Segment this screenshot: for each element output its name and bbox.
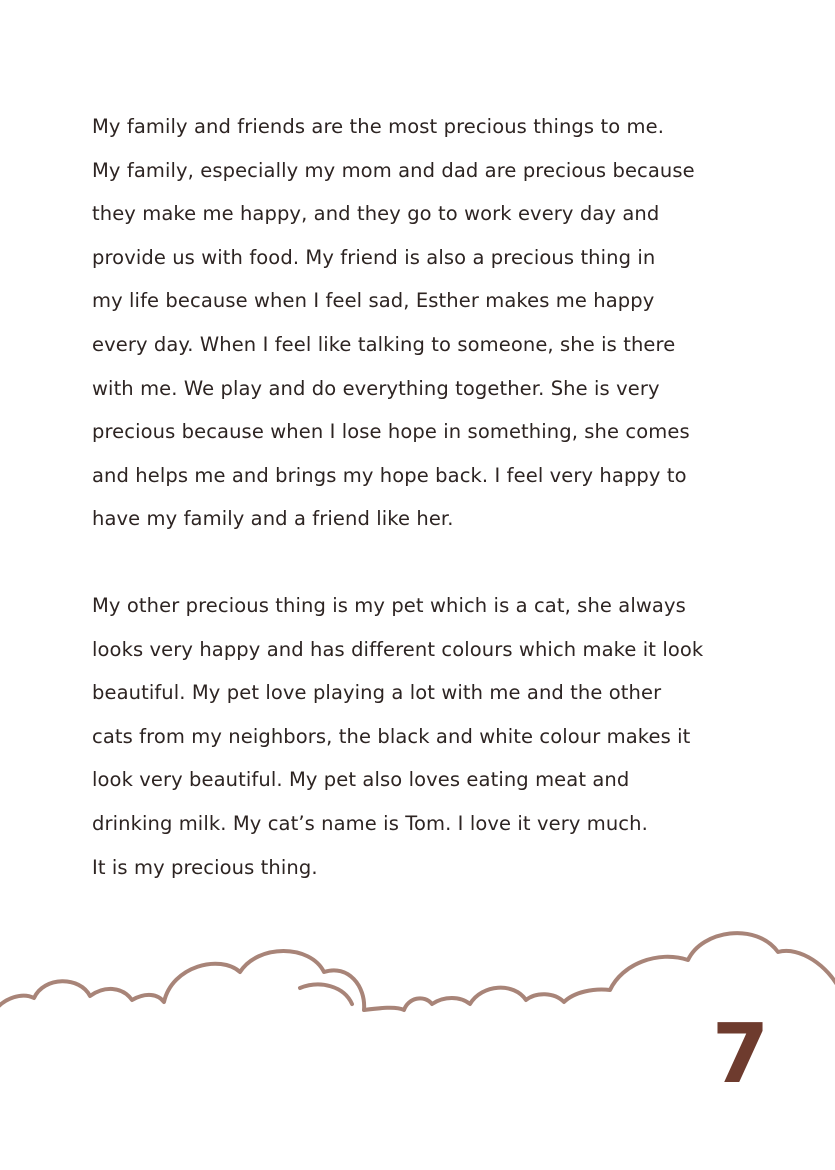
text-line: It is my precious thing. (92, 855, 318, 879)
cloud-border-decoration (0, 900, 835, 1040)
text-line: every day. When I feel like talking to someone, she is there (92, 332, 676, 356)
text-line: My family, especially my mom and dad are precious because (92, 158, 695, 182)
text-line: they make me happy, and they go to work every day and (92, 202, 660, 226)
text-line: and helps me and brings my hope back. I feel very happy to (92, 463, 687, 487)
text-line: have my family and a friend like her. (92, 507, 454, 531)
cloud-bump-detail (300, 985, 352, 1004)
paragraph-family-friends (92, 105, 792, 541)
page-number: 7 (712, 1007, 770, 1102)
text-line: provide us with food. My friend is also a precious thing in (92, 245, 656, 269)
text-line: my life because when I feel sad, Esther makes me happy (92, 289, 655, 313)
text-line: look very beautiful. My pet also loves eating meat and (92, 768, 630, 792)
text-line: looks very happy and has different colours which make it look (92, 637, 704, 661)
text-line: My family and friends are the most precious things to me. (92, 115, 665, 138)
text-line: with me. We play and do everything together. She is very (92, 376, 660, 400)
cloud-outline (0, 933, 835, 1010)
text-line: precious because when I lose hope in something, she comes (92, 420, 690, 444)
text-line: My other precious thing is my pet which is a cat, she always (92, 594, 686, 617)
text-line: drinking milk. My cat’s name is Tom. I love it very much. (92, 811, 648, 835)
paragraph-pet-cat (92, 584, 792, 889)
text-line: beautiful. My pet love playing a lot with me and the other (92, 681, 662, 705)
text-line: cats from my neighbors, the black and white colour makes it (92, 724, 691, 748)
